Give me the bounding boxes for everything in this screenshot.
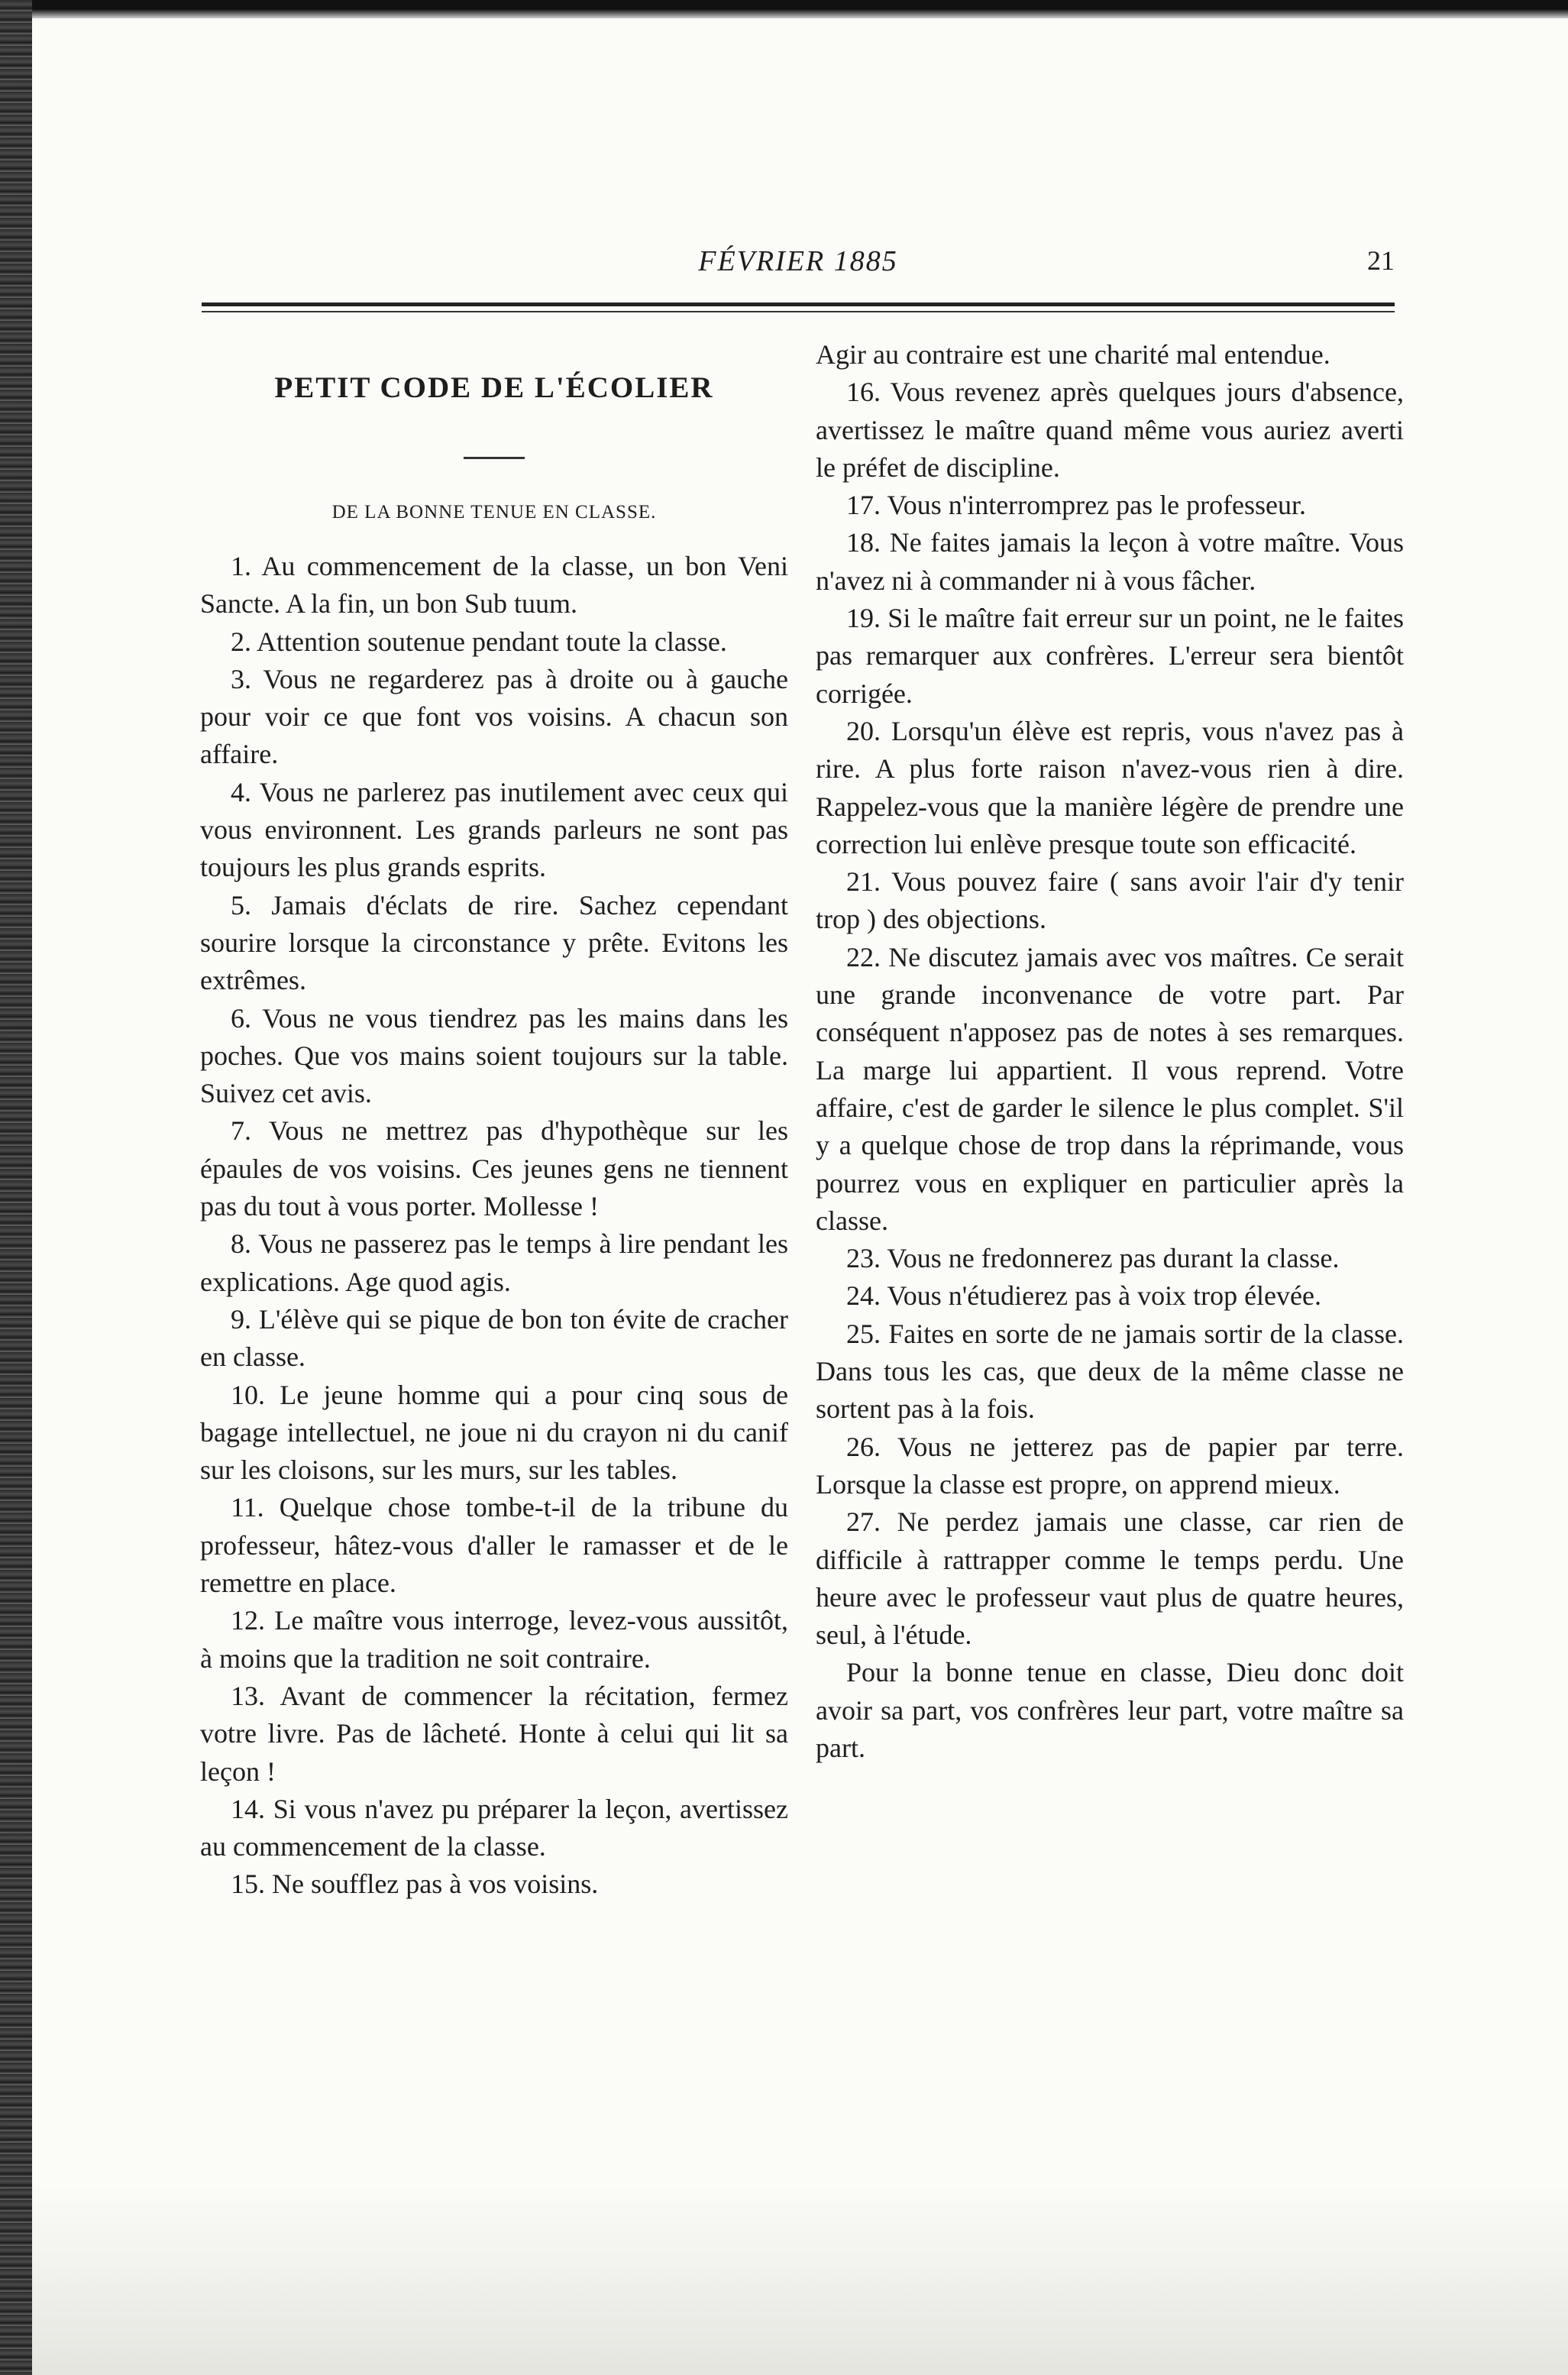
left-column — [200, 336, 788, 1904]
rule-paragraph: 11. Quelque chose tombe-t-il de la tribune du professeur, hâtez-vous d'aller le ramasser et de le remettre en place. — [200, 1492, 788, 1599]
rule-paragraph: 10. Le jeune homme qui a pour cinq sous de bagage intellectuel, ne joue ni du crayon ni du canif sur les cloisons, sur les murs, sur les tables. — [200, 1379, 788, 1486]
rule-paragraph: 13. Avant de commencer la récitation, fermez votre livre. Pas de lâcheté. Honte à celui qui lit sa leçon ! — [200, 1680, 788, 1787]
page-header — [202, 244, 1395, 290]
rule-paragraph: 5. Jamais d'éclats de rire. Sachez cependant sourire lorsque la circonstance y prête. Evitons les extrêmes. — [200, 889, 788, 996]
rule-paragraph: 6. Vous ne vous tiendrez pas les mains dans les poches. Que vos mains soient toujours sur la table. Suivez cet avis. — [200, 1002, 788, 1109]
rule-paragraph: 3. Vous ne regarderez pas à droite ou à gauche pour voir ce que font vos voisins. A chacun son affaire. — [200, 663, 788, 770]
rule-paragraph: 15. Ne soufflez pas à vos voisins. — [231, 1869, 599, 1900]
rule-paragraph: 23. Vous ne fredonnerez pas durant la classe. — [846, 1243, 1340, 1274]
rule-paragraph: 7. Vous ne mettrez pas d'hypothèque sur les épaules de vos voisins. Ces jeunes gens ne tiennent pas du tout à vous porter. Mollesse ! — [200, 1115, 788, 1222]
running-title: FÉVRIER 1885 — [698, 245, 898, 277]
closing-paragraph: Pour la bonne tenue en classe, Dieu donc doit avoir sa part, vos confrères leur part, votre maître sa part. — [816, 1657, 1404, 1763]
header-rule — [202, 303, 1395, 306]
rule-paragraph: 24. Vous n'étudierez pas à voix trop élevée. — [846, 1280, 1321, 1312]
rule-paragraph: 1. Au commencement de la classe, un bon Veni Sancte. A la fin, un bon Sub tuum. — [200, 551, 788, 620]
section-title: DE LA BONNE TENUE EN CLASSE. — [331, 502, 657, 523]
continuation-paragraph: Agir au contraire est une charité mal entendue. — [816, 339, 1330, 370]
scan-top-edge — [0, 0, 1568, 18]
rule-paragraph: 20. Lorsqu'un élève est repris, vous n'avez pas à rire. A plus forte raison n'avez-vous rien à dire. Rappelez-vous que la manière légère de prendre une correction lui enlève presque toute son efficacité. — [816, 715, 1404, 859]
rule-paragraph: 4. Vous ne parlerez pas inutilement avec ceux qui vous environnent. Les grands parleurs ne sont pas toujours les plus grands esprits. — [200, 776, 788, 883]
paper-stain — [32, 2185, 1568, 2375]
rule-paragraph: 17. Vous n'interromprez pas le professeur. — [846, 490, 1307, 521]
right-column — [816, 336, 1404, 1767]
rule-paragraph: 21. Vous pouvez faire ( sans avoir l'air d'y tenir trop ) des objections. — [816, 866, 1404, 935]
rule-paragraph: 8. Vous ne passerez pas le temps à lire pendant les explications. Age quod agis. — [200, 1228, 788, 1297]
rule-paragraph: 26. Vous ne jetterez pas de papier par terre. Lorsque la classe est propre, on apprend mieux. — [816, 1431, 1404, 1500]
scan-binding-edge — [0, 0, 32, 2375]
rule-paragraph: 16. Vous revenez après quelques jours d'absence, avertissez le maître quand même vous auriez averti le préfet de discipline. — [816, 377, 1404, 483]
rule-paragraph: 25. Faites en sorte de ne jamais sortir de la classe. Dans tous les cas, que deux de la même classe ne sortent pas à la fois. — [816, 1318, 1404, 1425]
rule-paragraph: 27. Ne perdez jamais une classe, car rien de difficile à rattrapper comme le temps perdu. Une heure avec le professeur vaut plus de quatre heures, seul, à l'étude. — [816, 1506, 1404, 1651]
rule-paragraph: 12. Le maître vous interroge, levez-vous aussitôt, à moins que la tradition ne soit contraire. — [200, 1605, 788, 1674]
rule-paragraph: 22. Ne discutez jamais avec vos maîtres. Ce serait une grande inconvenance de votre part. Par conséquent n'apposez pas de notes à ses remarques. La marge lui appartient. Il vous reprend. Votre affaire, c'est de garder le silence le plus complet. S'il y a quelque chose de trop dans la réprimande, vous pourrez vous en expliquer en particulier après la classe. — [816, 941, 1404, 1236]
title-separator — [464, 457, 525, 459]
article-title: PETIT CODE DE L'ÉCOLIER — [274, 371, 714, 404]
header-rule-thin — [202, 311, 1395, 312]
rule-paragraph: 18. Ne faites jamais la leçon à votre maître. Vous n'avez ni à commander ni à vous fâcher. — [816, 527, 1404, 596]
rule-paragraph: 2. Attention soutenue pendant toute la classe. — [231, 626, 727, 657]
page-number: 21 — [1367, 245, 1395, 276]
rule-paragraph: 14. Si vous n'avez pu préparer la leçon, avertissez au commencement de la classe. — [200, 1793, 788, 1862]
rule-paragraph: 9. L'élève qui se pique de bon ton évite de cracher en classe. — [200, 1303, 788, 1373]
rule-paragraph: 19. Si le maître fait erreur sur un point, ne le faites pas remarquer aux confrères. L'erreur sera bientôt corrigée. — [816, 603, 1404, 709]
